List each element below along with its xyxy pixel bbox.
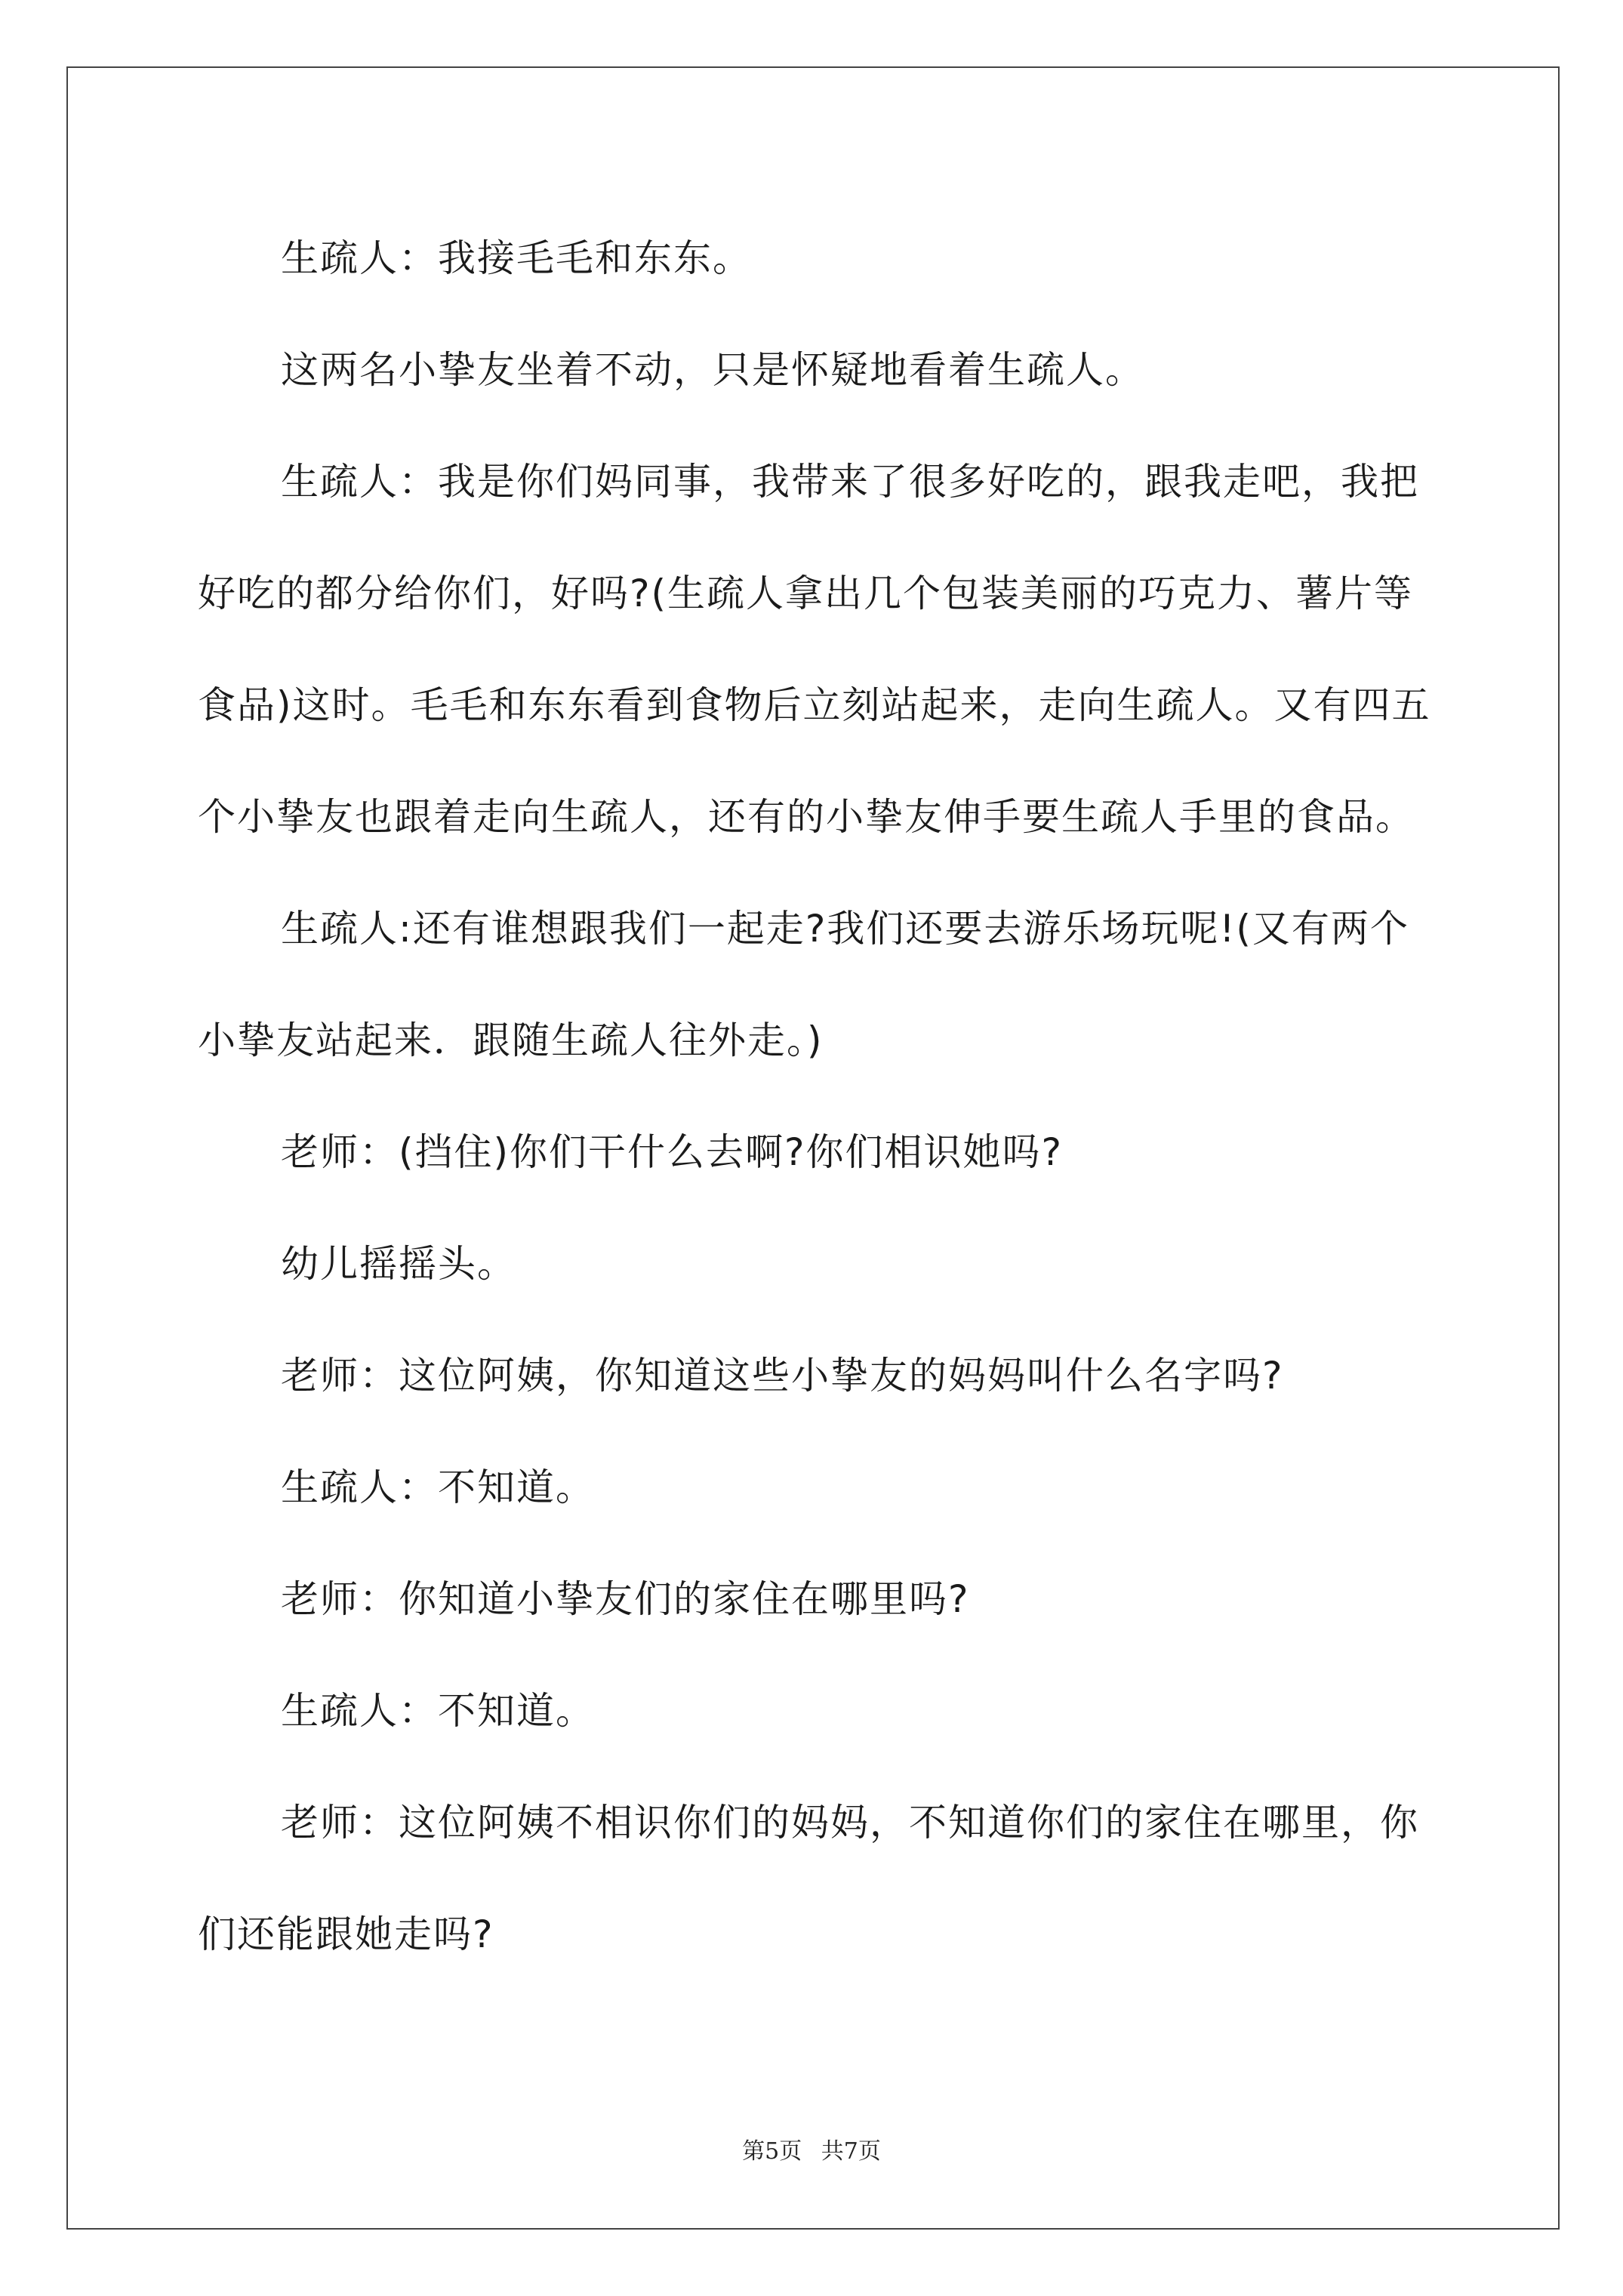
paragraph: 生疏人:还有谁想跟我们一起走?我们还要去游乐场玩呢!(又有两个小挚友站起来．跟随生疏人往外走。) — [198, 907, 1409, 1062]
paragraph: 老师：这位阿姨不相识你们的妈妈，不知道你们的家住在哪里，你们还能跟她走吗? — [198, 1801, 1419, 1956]
paragraph: 生疏人：我接毛毛和东东。 — [281, 236, 752, 280]
current-page-number: 第5页 — [742, 2138, 802, 2165]
paragraph: 这两名小挚友坐着不动，只是怀疑地看着生疏人。 — [281, 348, 1144, 392]
page-footer — [0, 2132, 1623, 2165]
paragraph: 老师：你知道小挚友们的家住在哪里吗? — [281, 1577, 970, 1621]
paragraph: 生疏人：我是你们妈同事，我带来了很多好吃的，跟我走吧，我把好吃的都分给你们，好吗?(生疏人拿出几个包装美丽的巧克力、薯片等食品)这时。毛毛和东东看到食物后立刻站起来，走向生疏人。又有四五个小挚友也跟着走向生疏人，还有的小挚友伸手要生疏人手里的食品。 — [198, 460, 1431, 839]
paragraph: 老师：(挡住)你们干什么去啊?你们相识她吗? — [281, 1130, 1064, 1174]
document-body — [198, 202, 1436, 1990]
total-page-count: 共7页 — [821, 2138, 881, 2165]
paragraph: 老师：这位阿姨，你知道这些小挚友的妈妈叫什么名字吗? — [281, 1354, 1284, 1398]
paragraph: 生疏人：不知道。 — [281, 1465, 595, 1509]
paragraph: 幼儿摇摇头。 — [281, 1242, 516, 1286]
paragraph: 生疏人：不知道。 — [281, 1689, 595, 1733]
